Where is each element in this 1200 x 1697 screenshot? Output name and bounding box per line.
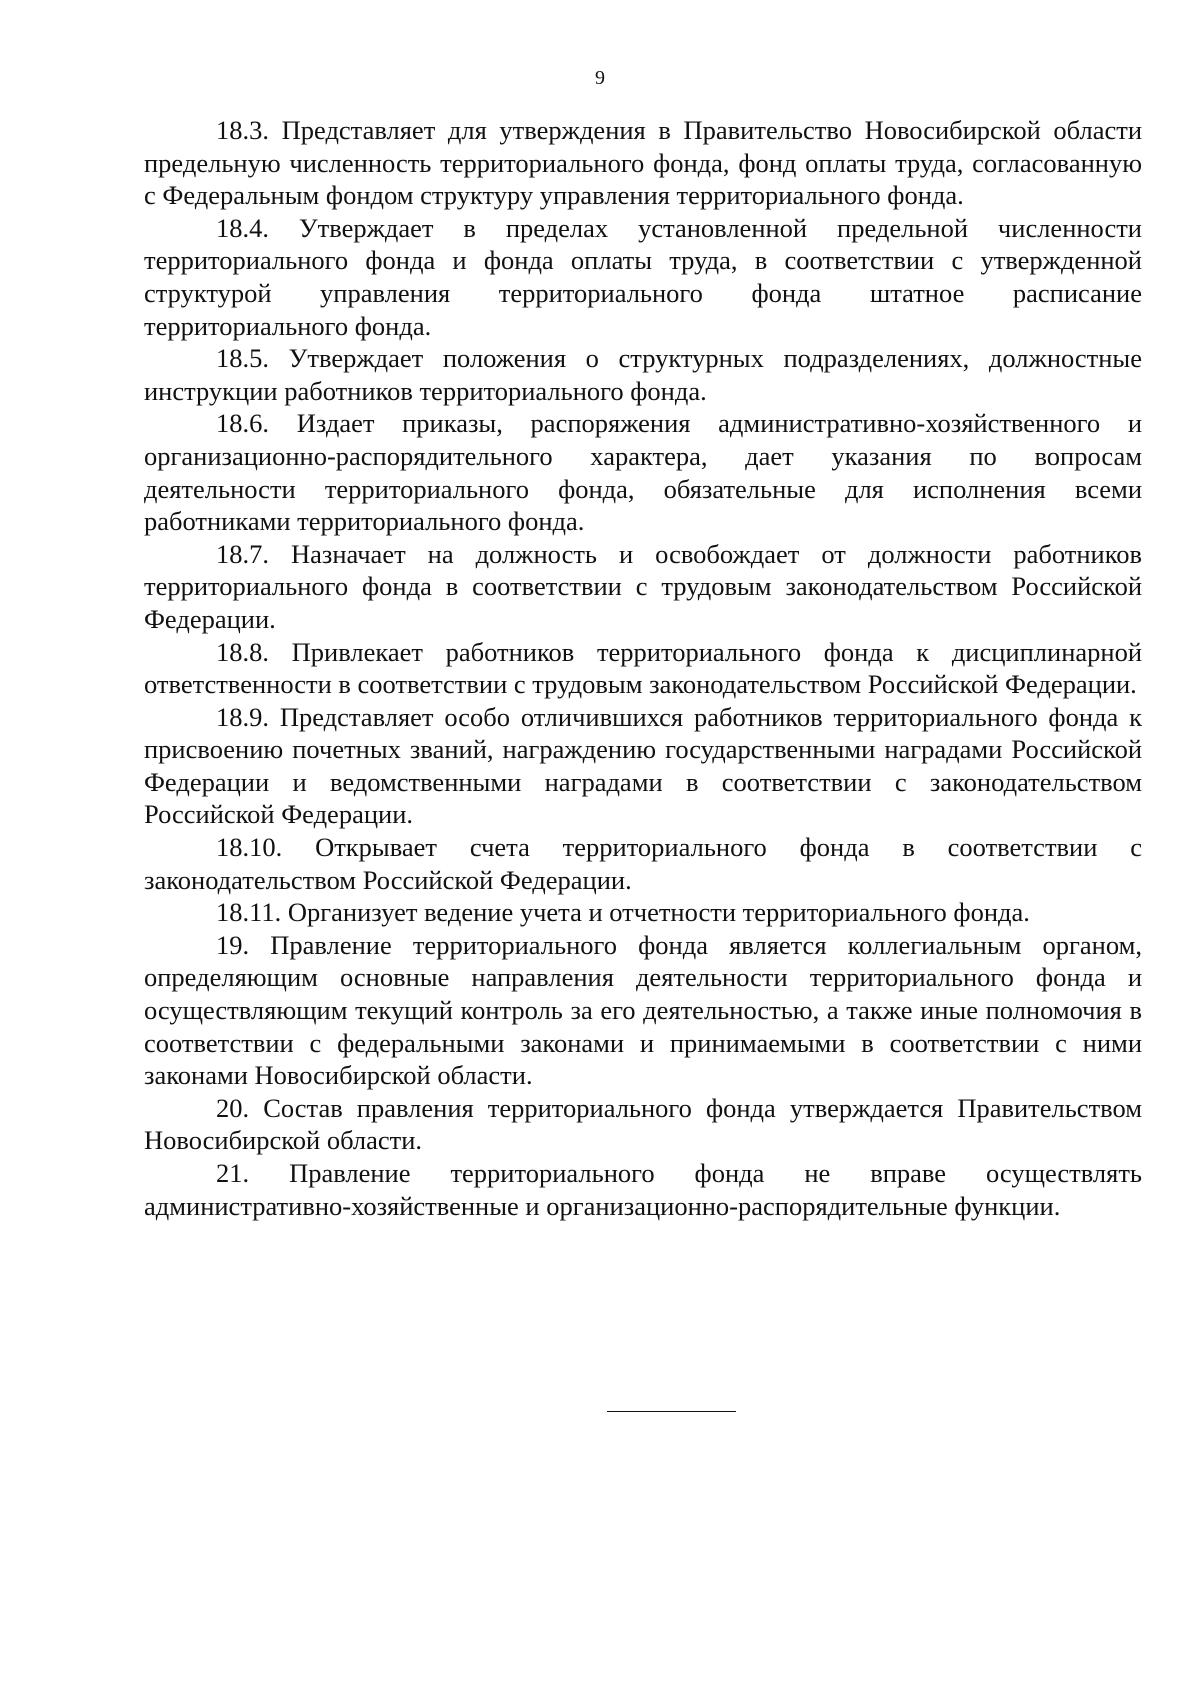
paragraph-number: 18.4. [216, 212, 269, 243]
paragraph-number: 18.7. [216, 538, 269, 569]
paragraph-number: 18.9. [216, 701, 269, 732]
page-number: 9 [595, 67, 605, 89]
paragraph-text: Организует ведение учета и отчетности территориального фонда. [287, 897, 1030, 928]
paragraph-number: 21. [216, 1158, 250, 1188]
paragraph-21 [144, 1157, 1142, 1222]
paragraph-18-7 [144, 538, 1142, 636]
end-of-document-rule [607, 1411, 736, 1412]
paragraph-20 [144, 1092, 1142, 1157]
paragraph-18-5 [144, 342, 1142, 407]
paragraph-18-6 [144, 407, 1142, 537]
paragraph-18-8 [144, 636, 1142, 701]
paragraph-text: Представляет особо отличившихся работников территориального фонда к присвоению почетных званий, награждению государственными наградами Российской Федерации и ведомственными наградами в соответствии с законодательством Российской Федерации. [144, 701, 1143, 830]
paragraph-text: Утверждает в пределах установленной предельной численности территориального фонда и фонда оплаты труда, в соответствии с утвержденной структурой управления территориального фонда штатное расписание территориального фонда. [144, 212, 1142, 341]
paragraph-18-4 [144, 212, 1142, 342]
paragraph-number: 18.5. [216, 343, 269, 374]
paragraph-text: Состав правления территориального фонда утверждается Правительством Новосибирской области. [144, 1092, 1142, 1156]
paragraph-text: Правление территориального фонда не вправе осуществлять административно-хозяйственные и организационно-распорядительные функции. [144, 1158, 1142, 1221]
paragraph-number: 19. [216, 929, 250, 960]
paragraph-18-10 [144, 831, 1142, 896]
paragraph-18-11 [144, 896, 1142, 929]
paragraph-number: 18.8. [216, 636, 269, 667]
paragraph-text: Правление территориального фонда является коллегиальным органом, определяющим основные направления деятельности территориального фонда и осуществляющим текущий контроль за его деятельностью, а также иные полномочия в соответствии с федеральными законами и принимаемыми в соответствии с ними законами Новосибирской области. [144, 929, 1143, 1091]
paragraph-text: Представляет для утверждения в Правительство Новосибирской области предельную численность территориального фонда, фонд оплаты труда, согласованную с Федеральным фондом структуру управления территориального фонда. [144, 115, 1143, 211]
paragraph-number: 18.6. [216, 408, 269, 439]
paragraph-text: Издает приказы, распоряжения административно-хозяйственного и организационно-распорядительного характера, дает указания по вопросам деятельности территориального фонда, обязательные для исполнения всеми работниками территориального фонда. [144, 408, 1142, 537]
paragraph-text: Утверждает положения о структурных подразделениях, должностные инструкции работников территориального фонда. [144, 343, 1142, 406]
paragraph-number: 18.10. [216, 832, 283, 863]
paragraph-number: 18.3. [216, 115, 269, 145]
paragraph-text: Назначает на должность и освобождает от должности работников территориального фонда в соответствии с трудовым законодательством Российской Федерации. [144, 538, 1142, 634]
document-body [144, 114, 1142, 1222]
paragraph-18-9 [144, 701, 1142, 831]
paragraph-number: 18.11. [216, 897, 282, 928]
paragraph-text: Привлекает работников территориального фонда к дисциплинарной ответственности в соответствии с трудовым законодательством Российской Федерации. [144, 636, 1142, 700]
paragraph-number: 20. [216, 1092, 250, 1123]
paragraph-18-3 [144, 114, 1142, 212]
paragraph-text: Открывает счета территориального фонда в соответствии с законодательством Российской Федерации. [144, 832, 1142, 895]
paragraph-19 [144, 929, 1142, 1092]
